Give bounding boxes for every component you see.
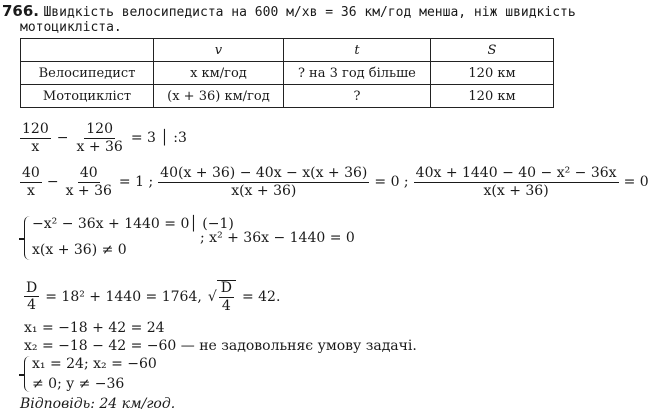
system-1-line-2: x(x + 36) ≠ 0 <box>32 242 127 258</box>
table-cell: 120 км <box>431 62 554 85</box>
table-cell: 120 км <box>431 85 554 108</box>
fraction: $\frac{40}{x + 36}$ <box>65 165 112 199</box>
table-header-row <box>21 39 554 62</box>
system-2-line-1: x₁ = 24; x₂ = −60 <box>32 356 157 372</box>
problem-statement <box>2 2 576 20</box>
fraction: $\frac{120}{x}$ <box>22 121 49 155</box>
table-cell: ? <box>283 85 430 108</box>
table-cell: ? на 3 год більше <box>283 62 430 85</box>
table-header <box>21 39 154 62</box>
fraction: $\frac{D}{4}$ <box>220 280 232 314</box>
motion-table <box>20 38 554 108</box>
fraction: $\frac{D}{4}$ <box>26 279 38 314</box>
system-brace <box>24 216 31 260</box>
root-1: x₁ = −18 + 42 = 24 <box>24 320 165 336</box>
table-cell: x км/год <box>154 62 284 85</box>
statement-line-2: мотоцикліста. <box>20 20 122 35</box>
fraction: $\frac{40(x + 36) - 40x - x(x + 36)}{x(x + 36)}$ <box>160 165 368 199</box>
table-header: t <box>283 39 430 62</box>
system-1-line-1: −x² − 36x + 1440 = 0│ (−1) <box>32 216 234 232</box>
fraction: $\frac{120}{x + 36}$ <box>76 121 123 155</box>
problem-number: 766. <box>2 2 40 20</box>
table-header: S <box>431 39 554 62</box>
table-cell: Велосипедист <box>21 62 154 85</box>
equation-2: $\frac{40}{x}$ − $\frac{40}{x + 36}$ = 1 ; $\frac{40(x + 36) - 40x - x(x + 36)}{x(x + 36)}$ = 0 ; $\frac{\text{40x + 1440 − 40 − x² − 36x}}{x(x + 36)}$ = 0 <box>22 165 649 199</box>
discriminant-line: $\frac{D}{4}$ = 18² + 1440 = 1764, √ $\frac{D}{4}$ = 42. <box>26 279 281 314</box>
system-2-line-2: ≠ 0; y ≠ −36 <box>32 376 125 392</box>
table-header: v <box>154 39 284 62</box>
fraction: $\frac{40}{x}$ <box>22 165 40 199</box>
table-cell: (x + 36) км/год <box>154 85 284 108</box>
system-brace <box>24 356 31 392</box>
fraction: $\frac{\text{40x + 1440 − 40 − x² − 36x}}{x(x + 36)}$ <box>415 165 617 199</box>
root-2: x₂ = −18 − 42 = −60 — не задовольняє умову задачі. <box>24 338 417 354</box>
system-1-result: ; x² + 36x − 1440 = 0 <box>200 230 355 246</box>
answer: Відповідь: 24 км/год. <box>20 396 176 412</box>
table-row <box>21 62 554 85</box>
square-root: √ $\frac{D}{4}$ <box>208 280 236 313</box>
table-cell: Мотоцикліст <box>21 85 154 108</box>
table-row <box>21 85 554 108</box>
equation-1: $\frac{120}{x}$ − $\frac{120}{x + 36}$ = 3 │ :3 <box>22 121 187 155</box>
statement-line-1: Швидкість велосипедиста на 600 м/хв = 36 км/год менша, ніж швидкість <box>43 5 576 20</box>
